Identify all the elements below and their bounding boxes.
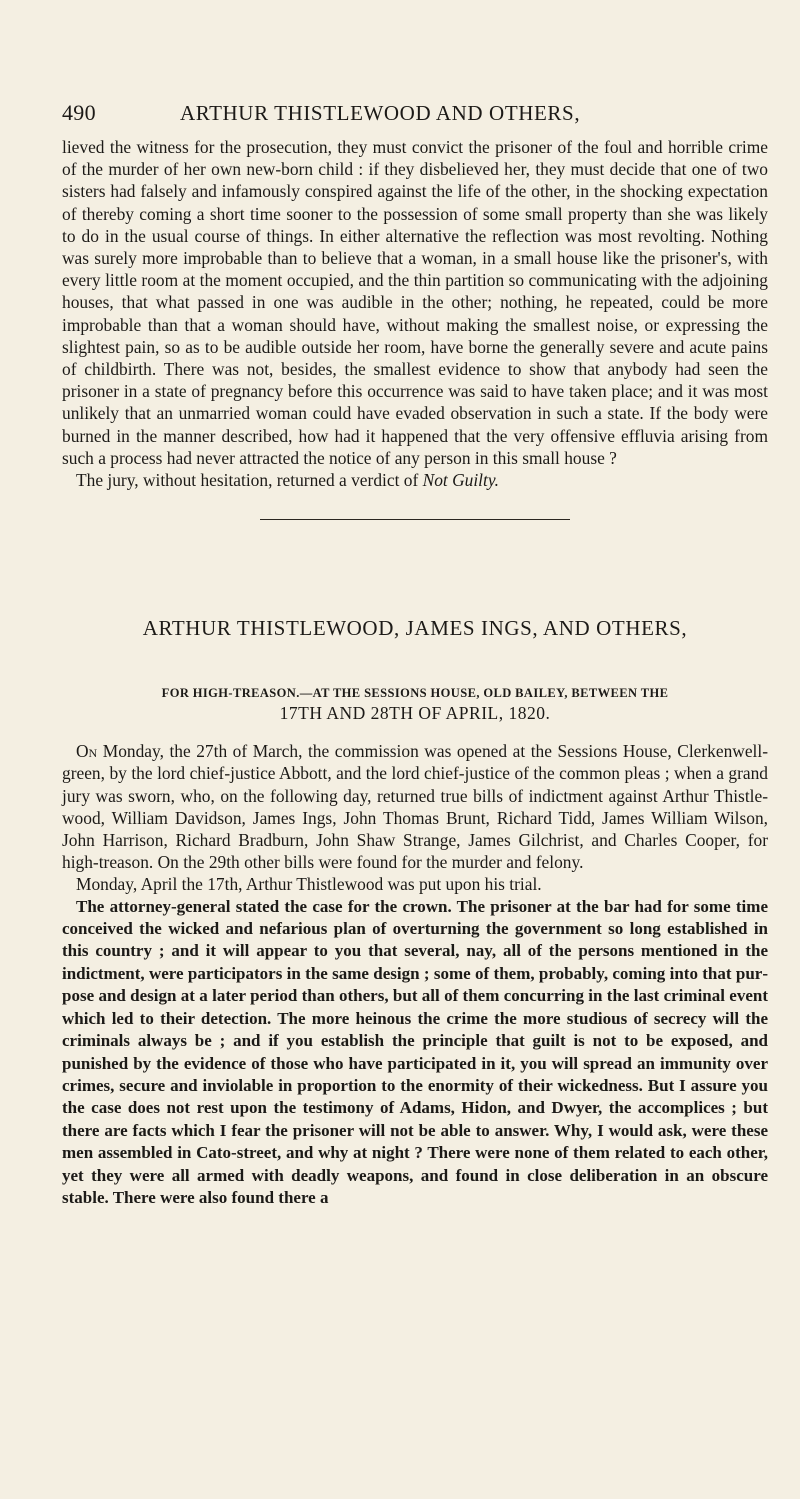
- section-divider: [260, 519, 570, 520]
- attorney-general-paragraph: The attorney-general stated the case for the crown. The prisoner at the bar had for some time conceived the wicked and nefarious plan of overturning the government so long established in this country ; and it will appear to you that several, nay, all of the persons mentioned in the indictment, were participators in the same design ; some of them, probably, coming into that purpose and design at a later period than others, but all of them concurring in the last criminal event which led to their detection. The more heinous the crime the more studious of secrecy will the criminals always be ; and if you establish the principle that guilt is not to be exposed, and punished by the evidence of those who have participated in it, you will spread an immunity over crimes, secure and inviolable in proportion to the enormity of their wickedness. But I assure you the case does not rest upon the testimony of Adams, Hidon, and Dwyer, the accomplices ; but there are facts which I fear the prisoner will not be able to answer. Why, I would ask, were these men assembled in Cato-street, and why at night ? There were none of them related to each other, yet they were all armed with deadly weapons, and found in close deliberation in an obscure stable. There were also found there a: [62, 896, 768, 1207]
- attorney-general-block: [62, 896, 768, 1210]
- opening-paragraph: [62, 740, 768, 873]
- section-subtitle: FOR HIGH-TREASON.—AT THE SESSIONS HOUSE, OLD BAILEY, BETWEEN THE: [161, 686, 669, 701]
- section-title: ARTHUR THISTLEWOOD, JAMES INGS, AND OTHERS,: [142, 616, 688, 641]
- running-title: ARTHUR THISTLEWOOD AND OTHERS,: [180, 101, 581, 125]
- trial-date-paragraph: Monday, April the 17th, Arthur Thistlewood was put upon his trial.: [76, 874, 542, 895]
- page-number: 490: [62, 100, 96, 125]
- verdict-italic: Not Guilty.: [422, 470, 499, 491]
- previous-case-paragraph: lieved the witness for the prosecution, they must convict the prisoner of the foul and horrible crime of the murder of her own new-born child : if they disbelieved her, they must decide that one of two sisters had falsely and infamously conspired against the life of the other, in the shocking expectation of thereby coming a short time sooner to the possession of some small property than she was likely to do in the usual course of things. In either alternative the reflection was most revolting. Nothing was surely more improbable than to believe that a woman, in a small house like the prisoner's, with every little room at the moment occupied, and the thin partition so communicating with the adjoining houses, that what passed in one was audible in the other; nothing, he repeated, could be more improbable than that a woman should have, without making the smallest noise, or expressing the slightest pain, so as to be audible outside her room, have borne the generally severe and acute pains of childbirth. There was not, besides, the smallest evidence to show that anybody had seen the prisoner in a state of pregnancy before this occurrence was said to have taken place; and it was most unlikely that an unmarried woman could have evaded observation in such a state. If the body were burned in the manner described, how had it happened that the very offensive effluvia arising from such a process had never attracted the notice of any person in this small house ?: [62, 137, 768, 468]
- section-date: 17TH AND 28TH OF APRIL, 1820.: [279, 703, 551, 724]
- opening-text: Monday, the 27th of March, the commission was opened at the Sessions House, Clerkenwell-green, by the lord chief-justice Abbott, and the lord chief-justice of the common pleas ; when a grand jury was sworn, who, on the following day, returned true bills of indictment against Arthur Thistlewood, William Davidson, James Ings, John Thomas Brunt, Richard Tidd, James William Wilson, John Harrison, Richard Bradburn, John Shaw Strange, James Gilchrist, and Charles Cooper, for high-treason. On the 29th other bills were found for the murder and felony.: [62, 741, 768, 873]
- verdict-text: The jury, without hesitation, returned a verdict of: [76, 470, 423, 491]
- opening-word: On: [76, 741, 98, 762]
- verdict-paragraph: [62, 469, 768, 491]
- running-head: [62, 100, 768, 136]
